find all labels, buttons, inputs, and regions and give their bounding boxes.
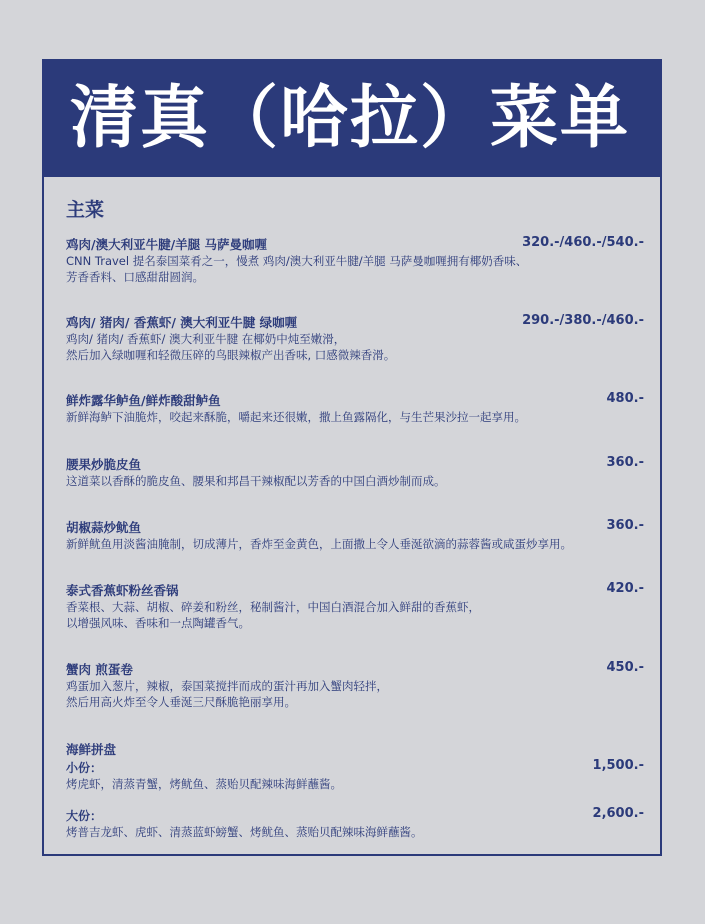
- menu-item: [66, 235, 644, 285]
- platter-item: [66, 740, 644, 840]
- item-price: 360.-: [606, 455, 644, 470]
- item-name: 鸡肉/澳大利亚牛腱/羊腿 马萨曼咖喱: [66, 237, 267, 252]
- item-description: CNN Travel 提名泰国菜肴之一，慢煮 鸡肉/澳大利亚牛腱/羊腿 马萨曼咖喱拥有椰奶香味、 芳香香料、口感甜甜圆润。: [66, 254, 528, 284]
- item-name: 海鲜拼盘: [66, 742, 117, 757]
- item-price: 360.-: [606, 518, 644, 533]
- item-name: 鸡肉/ 猪肉/ 香蕉虾/ 澳大利亚牛腱 绿咖喱: [66, 315, 298, 330]
- small-size-label: 小份：: [66, 761, 103, 775]
- item-description: 新鲜海鲈下油脆炸，咬起来酥脆，嚼起来还很嫩，撒上鱼露隔化，与生芒果沙拉一起享用。: [66, 410, 526, 424]
- item-price: 480.-: [606, 391, 644, 406]
- menu-item: [66, 455, 644, 489]
- item-description: 这道菜以香酥的脆皮鱼、腰果和邦昌干辣椒配以芳香的中国白酒炒制而成。: [66, 474, 446, 488]
- small-size-description: 烤虎虾，清蒸青蟹，烤鱿鱼、蒸贻贝配辣味海鲜蘸酱。: [66, 777, 342, 791]
- item-description: 香菜根、大蒜、胡椒、碎姜和粉丝，秘制酱汁，中国白酒混合加入鲜甜的香蕉虾， 以增强风味、香味和一点陶罐香气。: [66, 600, 480, 630]
- item-price: 420.-: [606, 581, 644, 596]
- small-size-price: 1,500.-: [592, 758, 644, 773]
- page-title: 清真（哈拉）菜单: [70, 79, 631, 158]
- item-description: 鸡肉/ 猪肉/ 香蕉虾/ 澳大利亚牛腱 在椰奶中炖至嫩滑， 然后加入绿咖喱和轻微压碎的鸟眼辣椒产出香味, 口感微辣香滑。: [66, 332, 396, 362]
- large-size-price: 2,600.-: [592, 806, 644, 821]
- section-heading: 主菜: [66, 199, 105, 221]
- item-name: 腰果炒脆皮鱼: [66, 457, 142, 472]
- item-description: 鸡蛋加入葱片，辣椒，泰国菜搅拌而成的蛋汁再加入蟹肉轻拌， 然后用高火炸至令人垂涎三尺酥脆艳丽享用。: [66, 679, 388, 709]
- menu-item: [66, 518, 644, 552]
- item-price: 320.-/460.-/540.-: [522, 235, 644, 250]
- menu-item: [66, 313, 644, 363]
- item-description: 新鲜鱿鱼用淡酱油腌制，切成薄片，香炸至金黄色，上面撒上令人垂涎欲滴的蒜蓉酱或咸蛋炒享用。: [66, 537, 572, 551]
- item-name: 泰式香蕉虾粉丝香锅: [66, 583, 179, 598]
- menu-item: [66, 581, 644, 631]
- item-name: 鲜炸露华鲈鱼/鲜炸酸甜鲈鱼: [66, 393, 221, 408]
- menu-card: [42, 59, 662, 856]
- menu-item: [66, 391, 644, 425]
- item-price: 290.-/380.-/460.-: [522, 313, 644, 328]
- large-size-description: 烤普吉龙虾、虎虾、清蒸蓝虾螃蟹、烤鱿鱼、蒸贻贝配辣味海鲜蘸酱。: [66, 825, 423, 839]
- item-name: 蟹肉 煎蛋卷: [66, 662, 133, 677]
- item-name: 胡椒蒜炒鱿鱼: [66, 520, 142, 535]
- large-size-label: 大份：: [66, 809, 103, 823]
- header-bar: [44, 61, 660, 177]
- menu-item: [66, 660, 644, 710]
- item-price: 450.-: [606, 660, 644, 675]
